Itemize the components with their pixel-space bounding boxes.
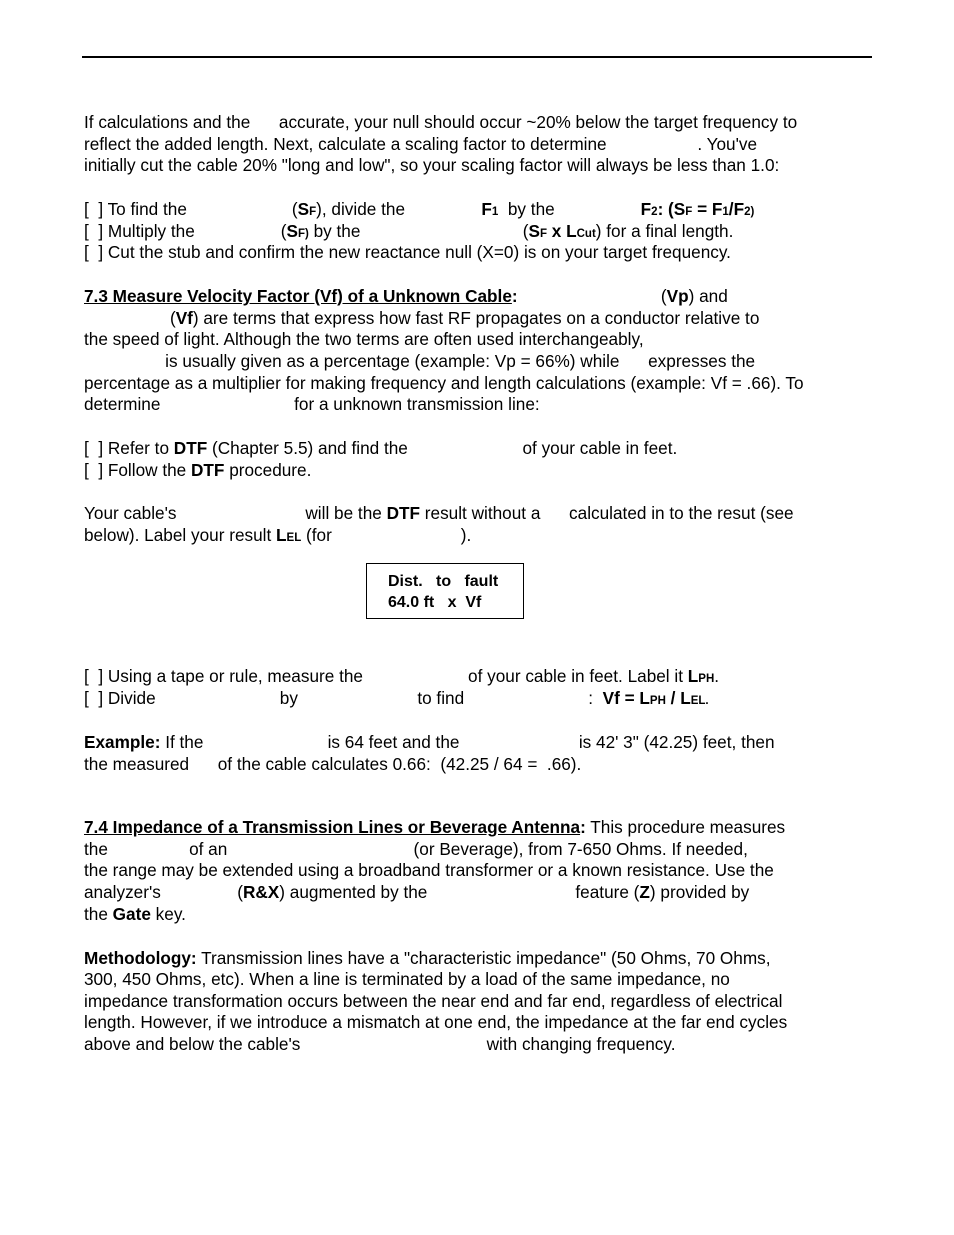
box-line-2: 64.0 ft x Vf [388, 594, 482, 611]
checklist-text: [ ] Divide by to find : [84, 688, 603, 708]
formula-text: Vf = L [602, 688, 650, 708]
body-text-line: 300, 450 Ohms, etc). When a line is terminated by a load of the same impedance, no [84, 969, 730, 989]
subscript: 1 [491, 206, 499, 218]
checklist-text: : ( [657, 199, 674, 219]
subscript: 2) [744, 206, 755, 218]
checklist-text: ), divide the [316, 199, 482, 219]
checklist-text: [ ] To find the ( [84, 199, 298, 219]
checklist-text: . [714, 666, 720, 686]
dtf-term: DTF [386, 503, 421, 523]
heading-colon: : [580, 817, 586, 837]
checklist-item [84, 688, 709, 712]
body-text: Transmission lines have a "characteristic impedance" (50 Ohms, 70 Ohms, [196, 948, 771, 968]
subscript: F [539, 228, 547, 240]
symbol-l: L [687, 666, 699, 686]
subscript: PH [649, 695, 666, 707]
body-text: ( [84, 308, 176, 328]
body-text-line: initially cut the cable 20% "long and low", so your scaling factor will always be less than 1.0: [84, 155, 780, 175]
symbol-f: F [640, 199, 652, 219]
symbol-f: F [481, 199, 492, 219]
subscript: F [309, 206, 317, 218]
subscript: PH [698, 673, 715, 685]
example-line [84, 732, 775, 753]
formula-text: /F [728, 199, 745, 219]
dtf-term: DTF [173, 438, 208, 458]
symbol-s: S [286, 221, 298, 241]
section-7-4-line [84, 817, 785, 838]
checklist-text: [ ] Refer to [84, 438, 174, 458]
rx-term: R&X [242, 882, 280, 902]
body-text-line: length. However, if we introduce a mismatch at one end, the impedance at the far end cycles [84, 1012, 788, 1032]
symbol-s: S [528, 221, 540, 241]
checklist-text: procedure. [224, 460, 312, 480]
section-heading: 7.3 Measure Velocity Factor (Vf) of a Unknown Cable [84, 286, 512, 306]
body-text-line [84, 308, 759, 329]
subscript: EL [286, 532, 302, 544]
body-text: Your cable's will be the [84, 503, 387, 523]
checklist-item [84, 438, 677, 459]
subscript: F [685, 206, 693, 218]
checklist-text: [ ] Follow the [84, 460, 191, 480]
checklist-text: (Chapter 5.5) and find the of your cable in feet. [207, 438, 678, 458]
body-text-line: determine for a unknown transmission line: [84, 394, 540, 414]
checklist-text: ) for a final length. [595, 221, 734, 241]
formula-text: = [692, 199, 712, 219]
symbol-s: S [673, 199, 686, 219]
body-text: result without a calculated in to the resut (see [420, 503, 794, 523]
checklist-item [84, 666, 719, 690]
checklist-item [84, 460, 311, 481]
symbol-s: S [297, 199, 310, 219]
body-text-line: percentage as a multiplier for making frequency and length calculations (example: Vf = .66). To [84, 373, 804, 393]
body-text: ) and [688, 286, 728, 306]
body-text-line: the speed of light. Although the two terms are often used interchangeably, [84, 329, 644, 349]
checklist-text: [ ] Multiply the ( [84, 221, 287, 241]
subscript: 1 [722, 206, 729, 218]
subscript: EL. [690, 695, 709, 707]
methodology-label: Methodology: [84, 948, 197, 968]
body-text-line: is usually given as a percentage (example: Vp = 66%) while expresses the [84, 351, 756, 371]
body-text: If the is 64 feet and the is 42' 3" (42.25) feet, then [160, 732, 775, 752]
body-text-line [84, 904, 186, 925]
section-7-3-line [84, 286, 728, 307]
formula-text: x L [547, 221, 577, 241]
checklist-text: by the ( [308, 221, 529, 241]
body-text-line [84, 882, 749, 903]
body-text: below). Label your result [84, 525, 277, 545]
checklist-text: [ ] Using a tape or rule, measure the of your cable in feet. Label it [84, 666, 688, 686]
formula-text: / L [665, 688, 691, 708]
section-heading: 7.4 Impedance of a Transmission Lines or Beverage Antenna [84, 817, 581, 837]
box-line-1: Dist. to fault [388, 573, 499, 590]
body-text-line: the range may be extended using a broadband transformer or a known resistance. Use the [84, 860, 774, 880]
body-text: ) are terms that express how fast RF propagates on a conductor relative to [192, 308, 760, 328]
body-text-line: the measured of the cable calculates 0.66: (42.25 / 64 = .66). [84, 754, 582, 774]
body-text: (for ). [301, 525, 472, 545]
heading-colon: : [511, 286, 518, 306]
subscript: Cut [576, 228, 596, 240]
body-text: ( [517, 286, 667, 306]
gate-key-term: Gate [112, 904, 151, 924]
body-text: key. [150, 904, 186, 924]
symbol-l: L [276, 525, 287, 545]
symbol-f: F [711, 199, 723, 219]
body-text-line: impedance transformation occurs between the near end and far end, regardless of electrical [84, 991, 783, 1011]
body-text: analyzer's ( [84, 882, 243, 902]
methodology-line [84, 948, 771, 969]
body-text: the [84, 904, 113, 924]
body-text-line: the of an (or Beverage), from 7-650 Ohms. If needed, [84, 839, 748, 859]
subscript: 2 [651, 206, 658, 218]
body-text-line [84, 525, 471, 549]
body-text-line [84, 503, 794, 524]
body-text-line: If calculations and the accurate, your null should occur ~20% below the target frequency to [84, 112, 798, 132]
header-rule [82, 56, 872, 58]
z-term: Z [639, 882, 650, 902]
body-text: ) augmented by the feature ( [279, 882, 640, 902]
example-label: Example: [84, 732, 161, 752]
vp-term: Vp [666, 286, 689, 306]
vf-term: Vf [175, 308, 193, 328]
body-text-line: reflect the added length. Next, calculate a scaling factor to determine . You've [84, 134, 758, 154]
body-text-line: above and below the cable's with changing frequency. [84, 1034, 676, 1054]
dtf-display-box [366, 563, 524, 619]
body-text: ) provided by [649, 882, 750, 902]
checklist-item: [ ] Cut the stub and confirm the new reactance null (X=0) is on your target frequency. [84, 242, 731, 262]
checklist-item [84, 199, 754, 223]
subscript: F) [297, 228, 309, 240]
body-text: This procedure measures [585, 817, 786, 837]
checklist-text: by the [498, 199, 641, 219]
dtf-term: DTF [191, 460, 225, 480]
